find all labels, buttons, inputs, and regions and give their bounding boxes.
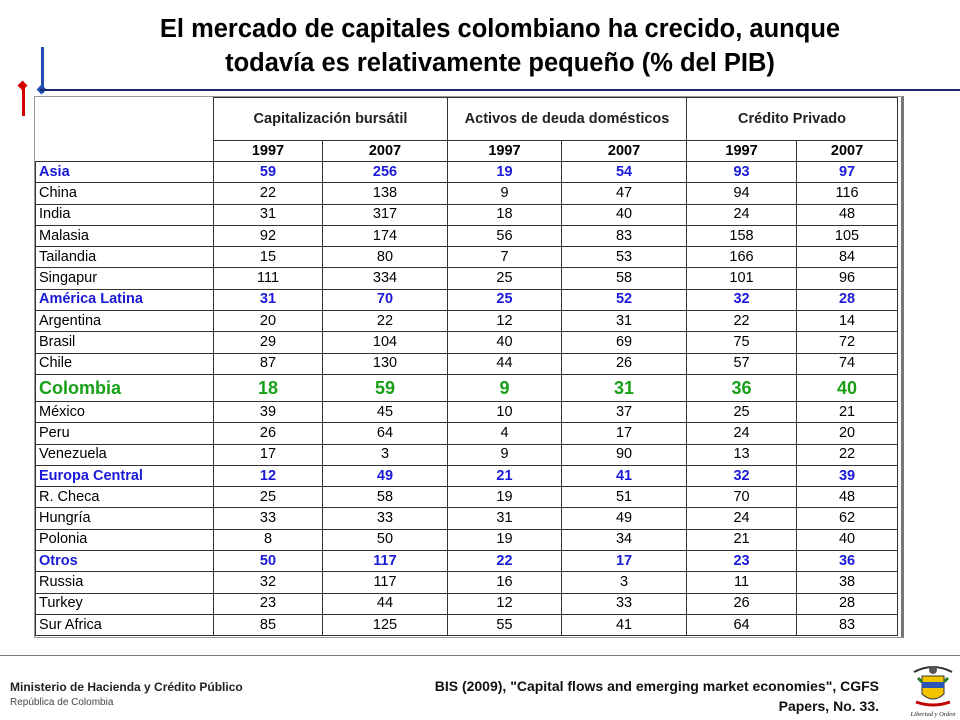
title-divider xyxy=(40,89,960,91)
value-cell: 9 xyxy=(448,183,562,204)
value-cell: 20 xyxy=(797,423,898,444)
value-cell: 24 xyxy=(687,508,797,529)
value-cell: 10 xyxy=(448,401,562,422)
value-cell: 23 xyxy=(687,551,797,572)
country-cell: China xyxy=(36,183,214,204)
value-cell: 36 xyxy=(687,374,797,401)
table-row xyxy=(36,529,898,550)
value-cell: 15 xyxy=(214,247,323,268)
table-row xyxy=(36,508,898,529)
value-cell: 25 xyxy=(214,487,323,508)
value-cell: 31 xyxy=(448,508,562,529)
value-cell: 49 xyxy=(323,465,448,486)
value-cell: 104 xyxy=(323,332,448,353)
value-cell: 26 xyxy=(687,593,797,614)
value-cell: 80 xyxy=(323,247,448,268)
value-cell: 31 xyxy=(562,374,687,401)
value-cell: 54 xyxy=(562,162,687,183)
value-cell: 21 xyxy=(797,401,898,422)
value-cell: 18 xyxy=(214,374,323,401)
source-line-2: Papers, No. 33. xyxy=(778,698,879,714)
value-cell: 33 xyxy=(323,508,448,529)
page-title-line-2: todavía es relativamente pequeño (% del PIB) xyxy=(225,49,775,77)
year-header: 2007 xyxy=(323,141,448,162)
value-cell: 22 xyxy=(323,311,448,332)
value-cell: 59 xyxy=(214,162,323,183)
table-row xyxy=(36,423,898,444)
value-cell: 70 xyxy=(323,289,448,310)
value-cell: 41 xyxy=(562,614,687,635)
seal-caption: Libertad y Orden xyxy=(910,711,956,718)
group-header-row xyxy=(36,98,898,141)
value-cell: 12 xyxy=(448,311,562,332)
value-cell: 24 xyxy=(687,423,797,444)
year-header: 1997 xyxy=(448,141,562,162)
group-header-capitalizacion: Capitalización bursátil xyxy=(214,98,448,141)
value-cell: 22 xyxy=(448,551,562,572)
value-cell: 7 xyxy=(448,247,562,268)
country-cell: Sur Africa xyxy=(36,614,214,635)
value-cell: 53 xyxy=(562,247,687,268)
value-cell: 32 xyxy=(687,289,797,310)
table-row xyxy=(36,374,898,401)
table-row xyxy=(36,353,898,374)
value-cell: 36 xyxy=(797,551,898,572)
value-cell: 256 xyxy=(323,162,448,183)
value-cell: 87 xyxy=(214,353,323,374)
value-cell: 111 xyxy=(214,268,323,289)
value-cell: 72 xyxy=(797,332,898,353)
value-cell: 97 xyxy=(797,162,898,183)
value-cell: 19 xyxy=(448,529,562,550)
value-cell: 37 xyxy=(562,401,687,422)
value-cell: 31 xyxy=(562,311,687,332)
value-cell: 62 xyxy=(797,508,898,529)
value-cell: 17 xyxy=(562,423,687,444)
value-cell: 166 xyxy=(687,247,797,268)
year-header: 2007 xyxy=(797,141,898,162)
table-row xyxy=(36,593,898,614)
table-row xyxy=(36,162,898,183)
value-cell: 174 xyxy=(323,225,448,246)
value-cell: 9 xyxy=(448,444,562,465)
value-cell: 23 xyxy=(214,593,323,614)
table-row xyxy=(36,614,898,635)
value-cell: 83 xyxy=(562,225,687,246)
group-header-activos: Activos de deuda domésticos xyxy=(448,98,687,141)
page-title xyxy=(60,12,940,80)
value-cell: 56 xyxy=(448,225,562,246)
value-cell: 49 xyxy=(562,508,687,529)
country-cell: Hungría xyxy=(36,508,214,529)
table-row xyxy=(36,572,898,593)
value-cell: 93 xyxy=(687,162,797,183)
value-cell: 21 xyxy=(687,529,797,550)
country-cell: México xyxy=(36,401,214,422)
value-cell: 40 xyxy=(797,529,898,550)
value-cell: 18 xyxy=(448,204,562,225)
value-cell: 52 xyxy=(562,289,687,310)
value-cell: 24 xyxy=(687,204,797,225)
value-cell: 8 xyxy=(214,529,323,550)
value-cell: 17 xyxy=(214,444,323,465)
value-cell: 31 xyxy=(214,289,323,310)
value-cell: 31 xyxy=(214,204,323,225)
country-cell: R. Checa xyxy=(36,487,214,508)
table-row xyxy=(36,183,898,204)
value-cell: 40 xyxy=(448,332,562,353)
value-cell: 26 xyxy=(562,353,687,374)
country-cell: India xyxy=(36,204,214,225)
value-cell: 158 xyxy=(687,225,797,246)
country-cell: Colombia xyxy=(36,374,214,401)
country-cell: Singapur xyxy=(36,268,214,289)
value-cell: 20 xyxy=(214,311,323,332)
country-cell: Turkey xyxy=(36,593,214,614)
value-cell: 317 xyxy=(323,204,448,225)
value-cell: 105 xyxy=(797,225,898,246)
value-cell: 57 xyxy=(687,353,797,374)
country-cell: Venezuela xyxy=(36,444,214,465)
value-cell: 40 xyxy=(562,204,687,225)
country-cell: Brasil xyxy=(36,332,214,353)
country-cell: Chile xyxy=(36,353,214,374)
value-cell: 48 xyxy=(797,204,898,225)
value-cell: 33 xyxy=(562,593,687,614)
table-row xyxy=(36,311,898,332)
value-cell: 94 xyxy=(687,183,797,204)
value-cell: 39 xyxy=(797,465,898,486)
value-cell: 25 xyxy=(448,268,562,289)
coat-of-arms-icon xyxy=(908,662,958,718)
table-row xyxy=(36,332,898,353)
table-row xyxy=(36,289,898,310)
value-cell: 16 xyxy=(448,572,562,593)
value-cell: 40 xyxy=(797,374,898,401)
value-cell: 41 xyxy=(562,465,687,486)
country-cell: Europa Central xyxy=(36,465,214,486)
value-cell: 138 xyxy=(323,183,448,204)
value-cell: 17 xyxy=(562,551,687,572)
value-cell: 3 xyxy=(323,444,448,465)
ministry-name: Ministerio de Hacienda y Crédito Público xyxy=(10,680,243,694)
value-cell: 12 xyxy=(214,465,323,486)
table-row xyxy=(36,204,898,225)
country-cell: Polonia xyxy=(36,529,214,550)
value-cell: 92 xyxy=(214,225,323,246)
year-header: 2007 xyxy=(562,141,687,162)
value-cell: 21 xyxy=(448,465,562,486)
country-cell: Russia xyxy=(36,572,214,593)
table-row xyxy=(36,551,898,572)
value-cell: 75 xyxy=(687,332,797,353)
value-cell: 50 xyxy=(214,551,323,572)
table-row xyxy=(36,225,898,246)
footer-divider xyxy=(0,655,960,656)
country-cell: Asia xyxy=(36,162,214,183)
value-cell: 69 xyxy=(562,332,687,353)
source-line-1: BIS (2009), "Capital flows and emerging market economies", CGFS xyxy=(434,678,879,694)
value-cell: 85 xyxy=(214,614,323,635)
value-cell: 28 xyxy=(797,289,898,310)
table-row xyxy=(36,444,898,465)
value-cell: 125 xyxy=(323,614,448,635)
value-cell: 13 xyxy=(687,444,797,465)
value-cell: 55 xyxy=(448,614,562,635)
table-row xyxy=(36,401,898,422)
value-cell: 50 xyxy=(323,529,448,550)
country-cell: Argentina xyxy=(36,311,214,332)
value-cell: 45 xyxy=(323,401,448,422)
value-cell: 26 xyxy=(214,423,323,444)
value-cell: 22 xyxy=(797,444,898,465)
value-cell: 3 xyxy=(562,572,687,593)
value-cell: 32 xyxy=(214,572,323,593)
table-row xyxy=(36,487,898,508)
value-cell: 34 xyxy=(562,529,687,550)
value-cell: 33 xyxy=(214,508,323,529)
value-cell: 116 xyxy=(797,183,898,204)
value-cell: 25 xyxy=(687,401,797,422)
value-cell: 96 xyxy=(797,268,898,289)
value-cell: 70 xyxy=(687,487,797,508)
value-cell: 22 xyxy=(214,183,323,204)
value-cell: 64 xyxy=(687,614,797,635)
value-cell: 29 xyxy=(214,332,323,353)
value-cell: 47 xyxy=(562,183,687,204)
value-cell: 58 xyxy=(562,268,687,289)
value-cell: 59 xyxy=(323,374,448,401)
red-diamond-icon xyxy=(18,81,28,91)
country-cell: América Latina xyxy=(36,289,214,310)
value-cell: 84 xyxy=(797,247,898,268)
value-cell: 101 xyxy=(687,268,797,289)
value-cell: 12 xyxy=(448,593,562,614)
value-cell: 44 xyxy=(448,353,562,374)
country-cell: Peru xyxy=(36,423,214,444)
value-cell: 14 xyxy=(797,311,898,332)
group-header-credito: Crédito Privado xyxy=(687,98,898,141)
value-cell: 25 xyxy=(448,289,562,310)
value-cell: 51 xyxy=(562,487,687,508)
value-cell: 28 xyxy=(797,593,898,614)
value-cell: 19 xyxy=(448,487,562,508)
table-row xyxy=(36,247,898,268)
value-cell: 4 xyxy=(448,423,562,444)
value-cell: 9 xyxy=(448,374,562,401)
country-cell: Tailandia xyxy=(36,247,214,268)
table-row xyxy=(36,465,898,486)
table-row xyxy=(36,268,898,289)
value-cell: 117 xyxy=(323,572,448,593)
value-cell: 58 xyxy=(323,487,448,508)
capital-markets-table xyxy=(35,97,898,636)
value-cell: 74 xyxy=(797,353,898,374)
page-title-line-1: El mercado de capitales colombiano ha crecido, aunque xyxy=(159,15,841,43)
value-cell: 90 xyxy=(562,444,687,465)
year-header: 1997 xyxy=(214,141,323,162)
value-cell: 32 xyxy=(687,465,797,486)
value-cell: 117 xyxy=(323,551,448,572)
republic-name: República de Colombia xyxy=(10,697,114,708)
value-cell: 334 xyxy=(323,268,448,289)
value-cell: 22 xyxy=(687,311,797,332)
source-citation xyxy=(345,676,879,716)
value-cell: 38 xyxy=(797,572,898,593)
country-cell: Otros xyxy=(36,551,214,572)
header-corner xyxy=(36,98,214,162)
country-cell: Malasia xyxy=(36,225,214,246)
value-cell: 64 xyxy=(323,423,448,444)
value-cell: 19 xyxy=(448,162,562,183)
value-cell: 39 xyxy=(214,401,323,422)
year-header: 1997 xyxy=(687,141,797,162)
value-cell: 130 xyxy=(323,353,448,374)
value-cell: 48 xyxy=(797,487,898,508)
value-cell: 83 xyxy=(797,614,898,635)
value-cell: 44 xyxy=(323,593,448,614)
value-cell: 11 xyxy=(687,572,797,593)
